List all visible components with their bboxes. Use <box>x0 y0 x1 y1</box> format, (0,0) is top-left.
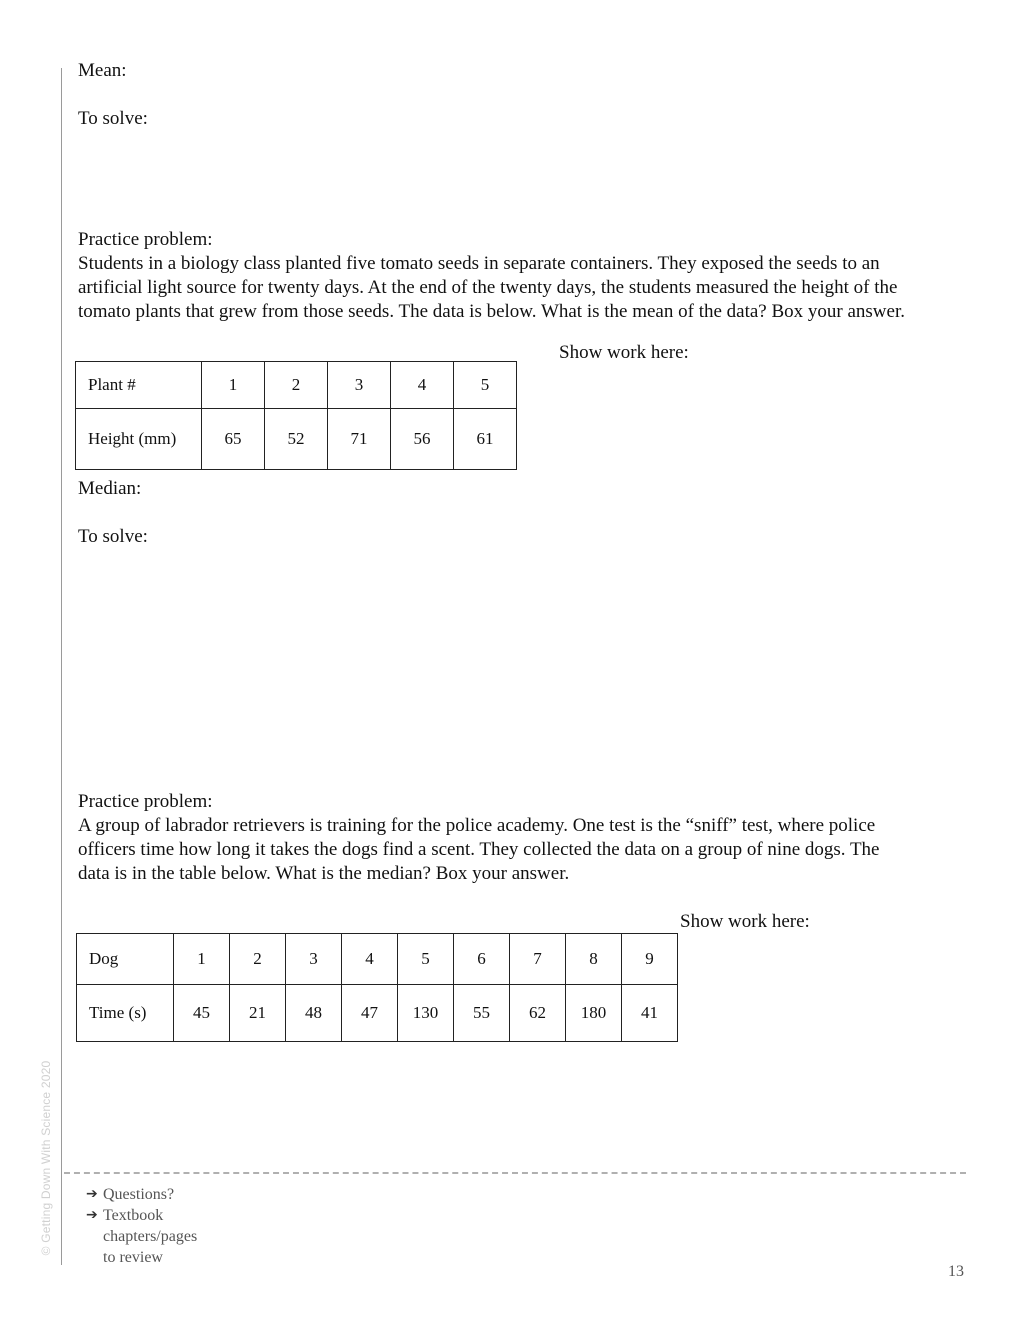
table-cell: 56 <box>391 409 454 470</box>
table-cell: 61 <box>454 409 517 470</box>
median-heading: Median: <box>78 478 142 499</box>
table-cell: 1 <box>174 934 230 985</box>
table-cell: 52 <box>265 409 328 470</box>
table-cell: 4 <box>391 362 454 409</box>
table-cell: 8 <box>566 934 622 985</box>
chapters-pages-label: chapters/pages <box>103 1228 198 1245</box>
table-cell: 65 <box>202 409 265 470</box>
table-cell: 7 <box>510 934 566 985</box>
show-work-label-2: Show work here: <box>680 911 810 932</box>
table-cell: 2 <box>230 934 286 985</box>
right-arrow-icon: ➔ <box>86 1186 98 1202</box>
practice-problem-2-line-1: A group of labrador retrievers is training for the police academy. One test is the “sniff” test, where police <box>78 815 876 836</box>
table-cell: 48 <box>286 985 342 1042</box>
show-work-label-1: Show work here: <box>559 342 689 363</box>
table-header-cell: Plant # <box>76 362 202 409</box>
list-item <box>86 1184 197 1205</box>
review-notes-list <box>86 1184 197 1268</box>
practice-problem-1-label: Practice problem: <box>78 229 213 250</box>
table-cell: 4 <box>342 934 398 985</box>
table-cell: 5 <box>398 934 454 985</box>
list-item <box>86 1205 197 1226</box>
table-row <box>76 362 517 409</box>
mean-to-solve-label: To solve: <box>78 108 148 129</box>
practice-problem-1-line-1: Students in a biology class planted five tomato seeds in separate containers. They exposed the seeds to an <box>78 253 880 274</box>
page-number: 13 <box>948 1263 964 1280</box>
practice-problem-2 <box>78 790 978 886</box>
table-cell: 62 <box>510 985 566 1042</box>
questions-label: Questions? <box>103 1186 175 1203</box>
list-item-continuation <box>86 1226 197 1247</box>
table-cell: 3 <box>286 934 342 985</box>
table-cell: 180 <box>566 985 622 1042</box>
left-margin-rule <box>61 68 62 1265</box>
dog-time-table <box>76 933 678 1042</box>
practice-problem-1-line-3: tomato plants that grew from those seeds. The data is below. What is the mean of the data? Box your answer. <box>78 301 905 322</box>
table-cell: 3 <box>328 362 391 409</box>
median-to-solve-label: To solve: <box>78 526 148 547</box>
table-cell: 41 <box>622 985 678 1042</box>
practice-problem-1-line-2: artificial light source for twenty days. At the end of the twenty days, the students measured the height of the <box>78 277 898 298</box>
list-item-continuation <box>86 1247 197 1268</box>
dashed-divider <box>64 1172 966 1174</box>
practice-problem-2-line-2: officers time how long it takes the dogs find a scent. They collected the data on a group of nine dogs. The <box>78 839 880 860</box>
practice-problem-2-label: Practice problem: <box>78 791 213 812</box>
practice-problem-1 <box>78 228 978 324</box>
copyright-watermark: © Getting Down With Science 2020 <box>39 1060 53 1256</box>
to-review-label: to review <box>103 1249 163 1266</box>
table-header-cell: Height (mm) <box>76 409 202 470</box>
table-cell: 5 <box>454 362 517 409</box>
table-cell: 6 <box>454 934 510 985</box>
table-cell: 9 <box>622 934 678 985</box>
right-arrow-icon: ➔ <box>86 1207 98 1223</box>
table-cell: 71 <box>328 409 391 470</box>
practice-problem-2-line-3: data is in the table below. What is the median? Box your answer. <box>78 863 570 884</box>
table-cell: 130 <box>398 985 454 1042</box>
table-cell: 47 <box>342 985 398 1042</box>
table-cell: 1 <box>202 362 265 409</box>
textbook-label: Textbook <box>103 1207 164 1224</box>
plant-height-table <box>75 361 517 470</box>
table-cell: 2 <box>265 362 328 409</box>
table-row <box>77 985 678 1042</box>
mean-heading: Mean: <box>78 60 127 81</box>
table-header-cell: Time (s) <box>77 985 174 1042</box>
table-cell: 45 <box>174 985 230 1042</box>
table-row <box>77 934 678 985</box>
table-header-cell: Dog <box>77 934 174 985</box>
table-cell: 55 <box>454 985 510 1042</box>
table-row <box>76 409 517 470</box>
table-cell: 21 <box>230 985 286 1042</box>
